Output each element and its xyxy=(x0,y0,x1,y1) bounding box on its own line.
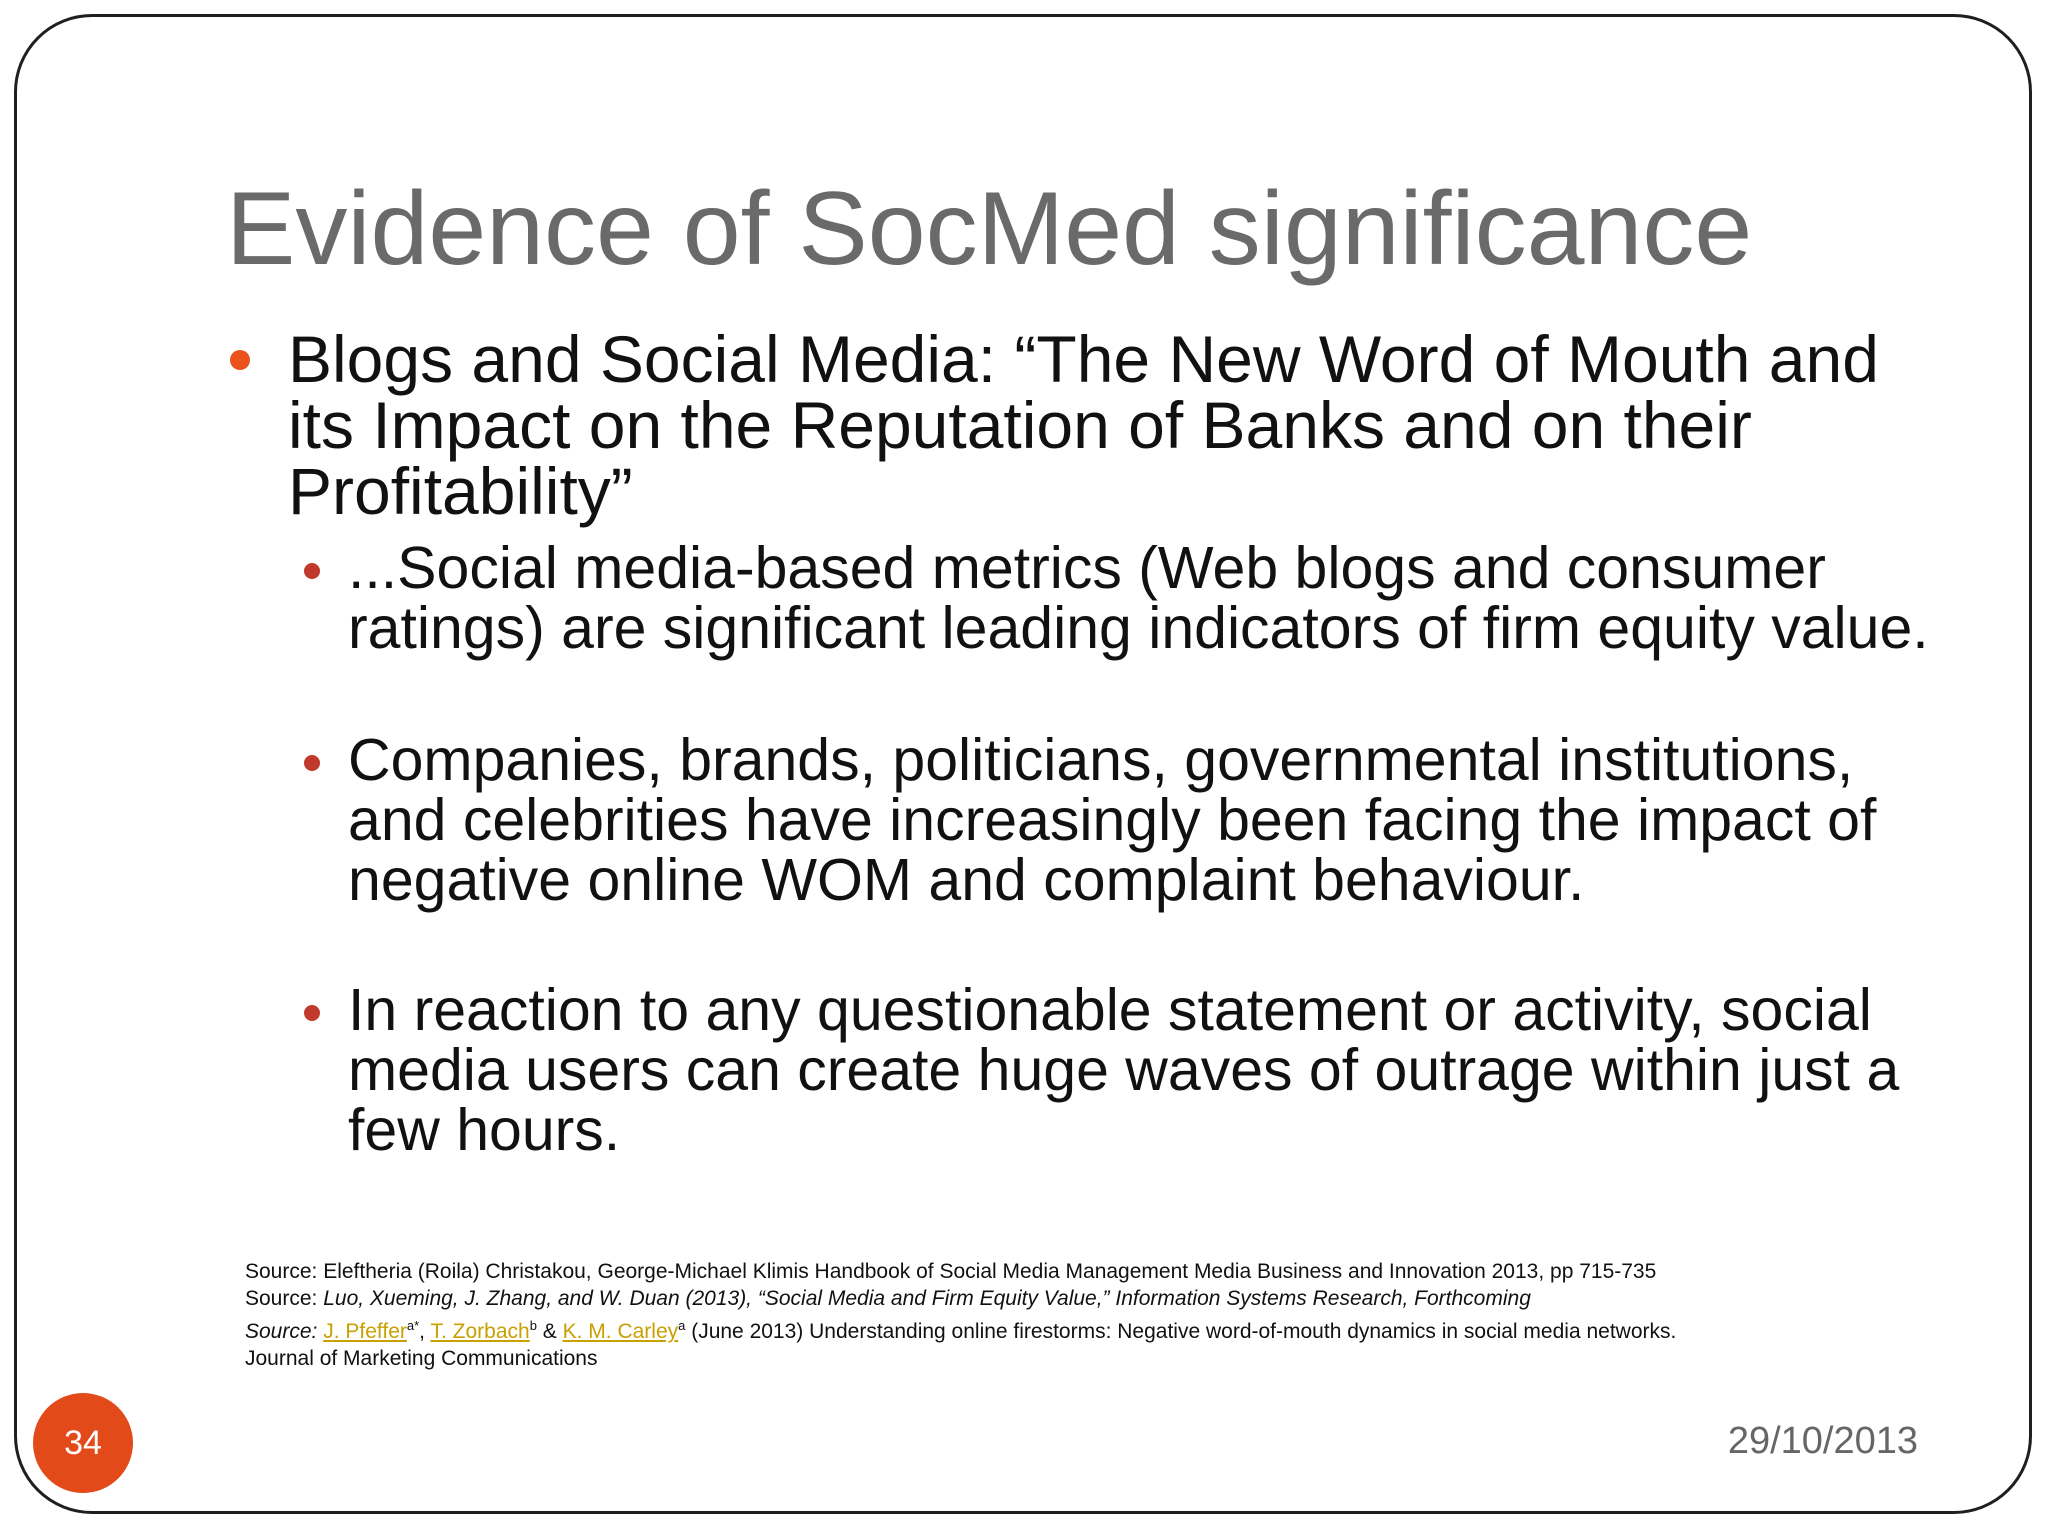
author-link[interactable]: J. Pfeffer xyxy=(323,1320,407,1343)
source-line xyxy=(245,1312,1925,1345)
sub-bullet-dot xyxy=(304,1005,320,1021)
source-prefix: Source: xyxy=(245,1320,324,1343)
source-prefix: Source: xyxy=(245,1287,324,1310)
slide-title: Evidence of SocMed significance xyxy=(226,171,1753,287)
author-superscript: a* xyxy=(406,1318,420,1333)
author-link[interactable]: T. Zorbach xyxy=(430,1320,530,1343)
sources-block xyxy=(245,1258,1925,1372)
source-line: Journal of Marketing Communications xyxy=(245,1347,598,1370)
author-superscript: b xyxy=(529,1318,537,1333)
source-citation: (June 2013) Understanding online firestorms: Negative word-of-mouth dynamics in social media networks. xyxy=(685,1320,1677,1343)
separator: , xyxy=(419,1320,431,1343)
sub-bullet-dot xyxy=(304,563,320,579)
author-superscript: a xyxy=(678,1318,686,1333)
sub-bullet-text: In reaction to any questionable statement or activity, social media users can create huge waves of outrage within just a few hours. xyxy=(348,977,1900,1163)
separator: & xyxy=(536,1320,563,1343)
source-line: Source: Eleftheria (Roila) Christakou, George-Michael Klimis Handbook of Social Media Management Media Business and Innovation 2013, pp 715-735 xyxy=(245,1260,1657,1283)
main-bullet-text: Blogs and Social Media: “The New Word of Mouth and its Impact on the Reputation of Banks and on their Profitability” xyxy=(288,322,1879,528)
sub-bullet-text: Companies, brands, politicians, governmental institutions, and celebrities have increasingly been facing the impact of negative online WOM and complaint behaviour. xyxy=(348,727,1877,913)
sub-bullet-dot xyxy=(304,755,320,771)
slide-date: 29/10/2013 xyxy=(1727,1420,1918,1462)
source-citation: Luo, Xueming, J. Zhang, and W. Duan (2013), “Social Media and Firm Equity Value,” Information Systems Research, Forthcoming xyxy=(323,1287,1531,1310)
source-line xyxy=(245,1285,1925,1312)
slide-number-badge: 34 xyxy=(33,1393,133,1493)
bullet-dot xyxy=(230,350,250,370)
sub-bullet-text: ...Social media-based metrics (Web blogs and consumer ratings) are significant leading indicators of firm equity value. xyxy=(348,535,1929,661)
author-link[interactable]: K. M. Carley xyxy=(562,1320,679,1343)
